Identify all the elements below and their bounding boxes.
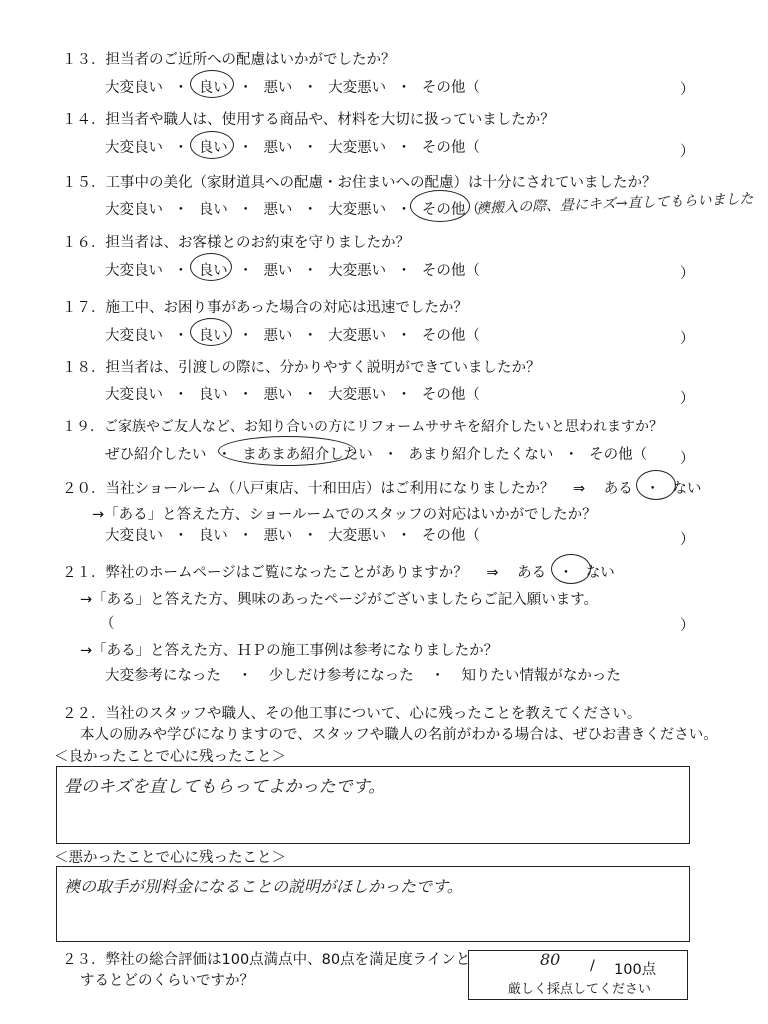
option-very-bad[interactable]: 大変悪い (328, 140, 387, 156)
option-bad[interactable]: 悪い (263, 263, 293, 279)
rating-row-20: 大変良い ・ 良い ・ 悪い ・ 大変悪い ・ その他（ (105, 528, 480, 544)
option-bad[interactable]: 悪い (263, 528, 293, 544)
option-bad[interactable]: 悪い (263, 328, 293, 344)
close-paren: ） (680, 266, 695, 282)
question-22-note: 本人の励みや学びになりますので、スタッフや職人の名前がわかる場合は、ぜひお書きください。 (80, 727, 718, 743)
option-not-really-refer[interactable]: あまり紹介したくない (408, 447, 554, 463)
close-paren: ） (680, 82, 695, 98)
question-21: ２１．弊社のホームページはご覧になったことがありますか？ ⇒ ある ・ ない (62, 565, 615, 581)
close-paren: ） (680, 618, 695, 634)
option-bad[interactable]: 悪い (263, 140, 293, 156)
rating-row-18: 大変良い ・ 良い ・ 悪い ・ 大変悪い ・ その他（ (105, 387, 480, 403)
answer-circle-14 (190, 131, 234, 159)
option-other[interactable]: その他（ (421, 202, 480, 218)
option-yes[interactable]: ある (603, 481, 633, 497)
answer-circle-19 (218, 436, 356, 466)
question-15: １５．工事中の美化（家財道具への配慮・お住まいへの配慮）は十分にされていましたか？ (62, 175, 657, 191)
referral-row-19: ぜひ紹介したい ・ まあまあ紹介したい ・ あまり紹介したくない ・ その他（ (105, 447, 648, 463)
option-other[interactable]: その他（ (421, 387, 480, 403)
option-very-bad[interactable]: 大変悪い (328, 202, 387, 218)
answer-circle-16 (190, 253, 232, 281)
option-good[interactable]: 良い (198, 140, 228, 156)
open-paren: （ (100, 616, 115, 632)
answer-circle-21 (551, 554, 591, 584)
question-21-sub1: →「ある」と答えた方、興味のあったページがございましたらご記入願います。 (80, 592, 599, 608)
option-other[interactable]: その他（ (421, 528, 480, 544)
question-17: １７．施工中、お困り事があった場合の対応は迅速でしたか？ (62, 300, 468, 316)
option-good[interactable]: 良い (198, 80, 228, 96)
question-20: ２０．当社ショールーム（八戸東店、十和田店）はご利用になりましたか？ ⇒ ある ・ ない (62, 481, 702, 497)
option-good[interactable]: 良い (198, 528, 228, 544)
option-other[interactable]: その他（ (421, 328, 480, 344)
close-paren: ） (680, 391, 695, 407)
close-paren: ） (680, 532, 695, 548)
question-23-line2: するとどのくらいですか？ (80, 973, 254, 989)
option-very-bad[interactable]: 大変悪い (328, 80, 387, 96)
option-bad[interactable]: 悪い (263, 387, 293, 403)
option-bad[interactable]: 悪い (263, 202, 293, 218)
question-22: ２２．当社のスタッフや職人、その他工事について、心に残ったことを教えてください。 (62, 706, 642, 722)
option-slightly-helpful[interactable]: 少しだけ参考になった (268, 668, 414, 684)
option-good[interactable]: 良い (198, 263, 228, 279)
score-max: 100点 (614, 962, 657, 978)
option-very-bad[interactable]: 大変悪い (328, 263, 387, 279)
reference-row-21: 大変参考になった ・ 少しだけ参考になった ・ 知りたい情報がなかった (105, 668, 621, 684)
option-somewhat-refer[interactable]: まあまあ紹介したい (242, 447, 373, 463)
option-definitely-refer[interactable]: ぜひ紹介したい (105, 447, 207, 463)
rating-row-16: 大変良い ・ 良い ・ 悪い ・ 大変悪い ・ その他（ (105, 263, 480, 279)
option-very-good[interactable]: 大変良い (105, 80, 163, 96)
option-very-good[interactable]: 大変良い (105, 263, 163, 279)
answer-circle-15 (410, 190, 470, 222)
option-other[interactable]: その他（ (421, 140, 480, 156)
answer-circle-17 (190, 318, 232, 346)
question-18: １８．担当者は、引渡しの際に、分かりやすく説明ができていましたか？ (62, 360, 541, 376)
option-bad[interactable]: 悪い (263, 80, 293, 96)
close-paren: ） (680, 331, 695, 347)
other-note-15: 襖搬入の際、畳にキズ→直してもらいました (475, 191, 754, 217)
option-very-good[interactable]: 大変良い (105, 140, 163, 156)
option-very-helpful[interactable]: 大変参考になった (105, 668, 221, 684)
question-19: １９．ご家族やご友人など、お知り合いの方にリフォームササキを紹介したいと思われますか？ (62, 419, 664, 435)
answer-circle-20 (636, 470, 676, 500)
score-value: 80 (540, 950, 561, 969)
good-memory-answer: 畳のキズを直してもらってよかったです。 (64, 777, 386, 797)
question-13: １３．担当者のご近所への配慮はいかがでしたか？ (62, 52, 396, 68)
option-very-good[interactable]: 大変良い (105, 202, 163, 218)
option-other[interactable]: その他（ (421, 80, 480, 96)
option-very-bad[interactable]: 大変悪い (328, 387, 387, 403)
option-very-good[interactable]: 大変良い (105, 328, 163, 344)
option-very-bad[interactable]: 大変悪い (328, 528, 387, 544)
option-very-bad[interactable]: 大変悪い (328, 328, 387, 344)
close-paren: ） (680, 144, 695, 160)
score-note: 厳しく採点してください (508, 982, 652, 997)
option-no[interactable]: ない (672, 481, 702, 497)
rating-row-13: 大変良い ・ 良い ・ 悪い ・ 大変悪い ・ その他（ (105, 80, 480, 96)
question-20-sub: →「ある」と答えた方、ショールームでのスタッフの対応はいかがでしたか？ (92, 507, 597, 523)
option-no-info[interactable]: 知りたい情報がなかった (461, 668, 621, 684)
option-other[interactable]: その他（ (589, 447, 648, 463)
option-yes[interactable]: ある (517, 565, 547, 581)
bad-memory-answer: 襖の取手が別料金になることの説明がほしかったです。 (64, 877, 463, 896)
score-slash: / (590, 958, 595, 974)
option-good[interactable]: 良い (198, 202, 228, 218)
option-other[interactable]: その他（ (421, 263, 480, 279)
option-no[interactable]: ない (585, 565, 615, 581)
close-paren: ） (680, 451, 695, 467)
rating-row-15: 大変良い ・ 良い ・ 悪い ・ 大変悪い ・ その他（ (105, 202, 480, 218)
question-23: ２３．弊社の総合評価は100点満点中、80点を満足度ラインと (62, 952, 471, 968)
option-very-good[interactable]: 大変良い (105, 528, 163, 544)
option-good[interactable]: 良い (198, 387, 228, 403)
bad-memory-label: ＜悪かったことで心に残ったこと＞ (54, 850, 286, 866)
good-memory-label: ＜良かったことで心に残ったこと＞ (54, 749, 286, 765)
option-good[interactable]: 良い (198, 328, 228, 344)
question-14: １４．担当者や職人は、使用する商品や、材料を大切に扱っていましたか？ (62, 112, 555, 128)
question-21-sub2: →「ある」と答えた方、ＨＰの施工事例は参考になりましたか？ (80, 643, 499, 659)
question-16: １６．担当者は、お客様とのお約束を守りましたか？ (62, 235, 410, 251)
answer-circle-13 (190, 70, 234, 98)
rating-row-17: 大変良い ・ 良い ・ 悪い ・ 大変悪い ・ その他（ (105, 328, 480, 344)
option-very-good[interactable]: 大変良い (105, 387, 163, 403)
rating-row-14: 大変良い ・ 良い ・ 悪い ・ 大変悪い ・ その他（ (105, 140, 480, 156)
